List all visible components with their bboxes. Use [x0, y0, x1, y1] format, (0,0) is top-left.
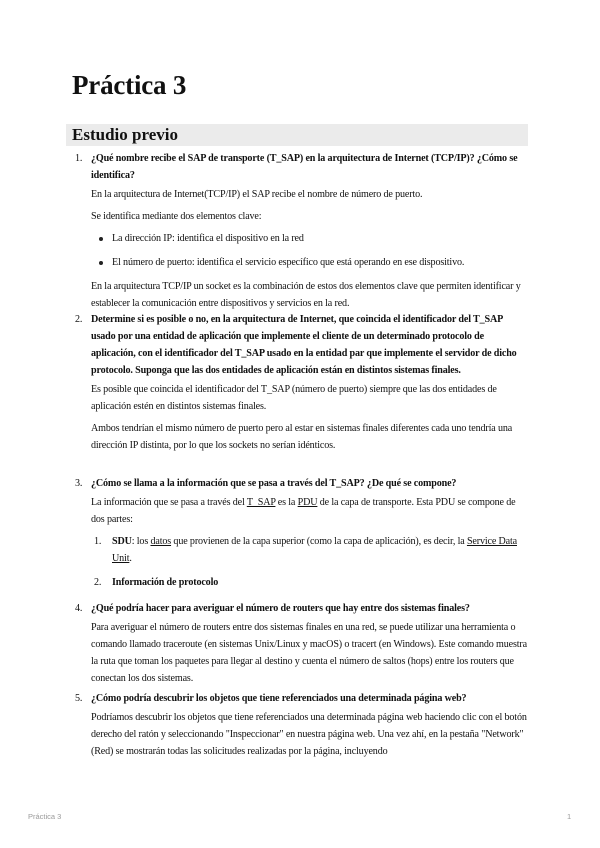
text-run: que provienen de la capa superior (como la capa de aplicación), es decir, la: [171, 536, 467, 547]
list-item: El número de puerto: identifica el servicio específico que está operando en ese dispositivo.: [112, 254, 528, 271]
item-number: 1.: [94, 536, 102, 547]
question-number: 4.: [75, 603, 83, 614]
answer-paragraph: Se identifica mediante dos elementos clave:: [91, 211, 262, 222]
footer-title: Práctica 3: [28, 812, 62, 821]
list-item: [94, 574, 528, 591]
document-body: [72, 150, 528, 757]
link-t-sap[interactable]: T_SAP: [246, 497, 276, 508]
question-text: ¿Cómo podría descubrir los objetos que tiene referenciados una determinada página web?: [91, 693, 467, 704]
question-number: 2.: [75, 314, 83, 325]
term-sdu: SDU: [112, 536, 132, 547]
question-2: [72, 311, 528, 475]
text-run: : los: [131, 536, 151, 547]
question-number: 5.: [75, 693, 83, 704]
term-protocol-info: Información de protocolo: [112, 577, 219, 588]
link-service-data-unit[interactable]: Service Data Unit: [112, 536, 517, 564]
question-text: ¿Cómo se llama a la información que se pasa a través del T_SAP? ¿De qué se compone?: [91, 478, 457, 489]
answer-paragraph: [91, 494, 528, 528]
answer-paragraph: En la arquitectura TCP/IP un socket es la combinación de estos dos elementos clave que permiten identificar y establecer la comunicación entre dispositivos y servicios en la red.: [91, 281, 521, 309]
page-number: 1: [567, 812, 572, 821]
answer-paragraph: Es posible que coincida el identificador del T_SAP (número de puerto) siempre que las dos entidades de aplicación estén en distintos sistemas finales.: [91, 384, 497, 412]
question-text: Determine si es posible o no, en la arquitectura de Internet, que coincida el identificador del T_SAP usado por una entidad de aplicación que implemente el cliente de un determinado protocolo de aplicación, con el identificador del T_SAP usado en la entidad par que implemente el servidor de dicho protocolo. Suponga que las dos entidades de aplicación están en distintos sistemas finales.: [91, 314, 517, 376]
question-1: [72, 150, 528, 311]
text-run: La información que se pasa a través del: [91, 497, 247, 508]
list-item: [94, 533, 528, 567]
list-item: La dirección IP: identifica el dispositivo en la red: [112, 230, 528, 247]
question-number: 1.: [75, 153, 83, 164]
text-run: .: [129, 553, 132, 564]
text-run: es la: [275, 497, 298, 508]
question-5: [72, 690, 528, 757]
answer-paragraph: Podríamos descubrir los objetos que tiene referenciados una determinada página web haciendo clic con el botón derecho del ratón y seleccionando "Inspeccionar" en nuestra página web. Una vez ahí, en la pestaña "Network" (Red) se mostrarán todas las solicitudes realizadas por la página, incluyendo: [91, 712, 527, 757]
text-run: de la capa de transporte. Esta PDU se compone de dos partes:: [91, 497, 516, 525]
answer-paragraph: Ambos tendrían el mismo número de puerto pero al estar en sistemas finales diferentes cada uno tendría una dirección IP distinta, por lo que los sockets no serían idénticos.: [91, 423, 513, 451]
question-3: [72, 475, 528, 600]
link-pdu[interactable]: PDU: [297, 497, 318, 508]
question-text: ¿Qué nombre recibe el SAP de transporte (T_SAP) en la arquitectura de Internet (TCP/IP)? ¿Cómo se identifica?: [91, 153, 518, 181]
question-4: [72, 600, 528, 690]
page-title: Práctica 3: [72, 70, 187, 100]
numbered-list: [91, 533, 528, 591]
answer-paragraph: Para averiguar el número de routers entre dos sistemas finales en una red, se puede utilizar una herramienta o comando llamado traceroute (en sistemas Unix/Linux y macOS) o tracert (en Windows). Este comando muestra la ruta que toman los paquetes para llegar al destino y cuenta el número de saltos (hops) entre los routers que conectan los dos sistemas.: [91, 622, 527, 684]
question-number: 3.: [75, 478, 83, 489]
item-number: 2.: [94, 577, 102, 588]
section-heading: Estudio previo: [66, 124, 528, 146]
link-datos[interactable]: datos: [150, 536, 172, 547]
answer-paragraph: En la arquitectura de Internet(TCP/IP) el SAP recibe el nombre de número de puerto.: [91, 189, 423, 200]
question-text: ¿Qué podría hacer para averiguar el número de routers que hay entre dos sistemas finales?: [91, 603, 470, 614]
bullet-list: [91, 230, 528, 271]
